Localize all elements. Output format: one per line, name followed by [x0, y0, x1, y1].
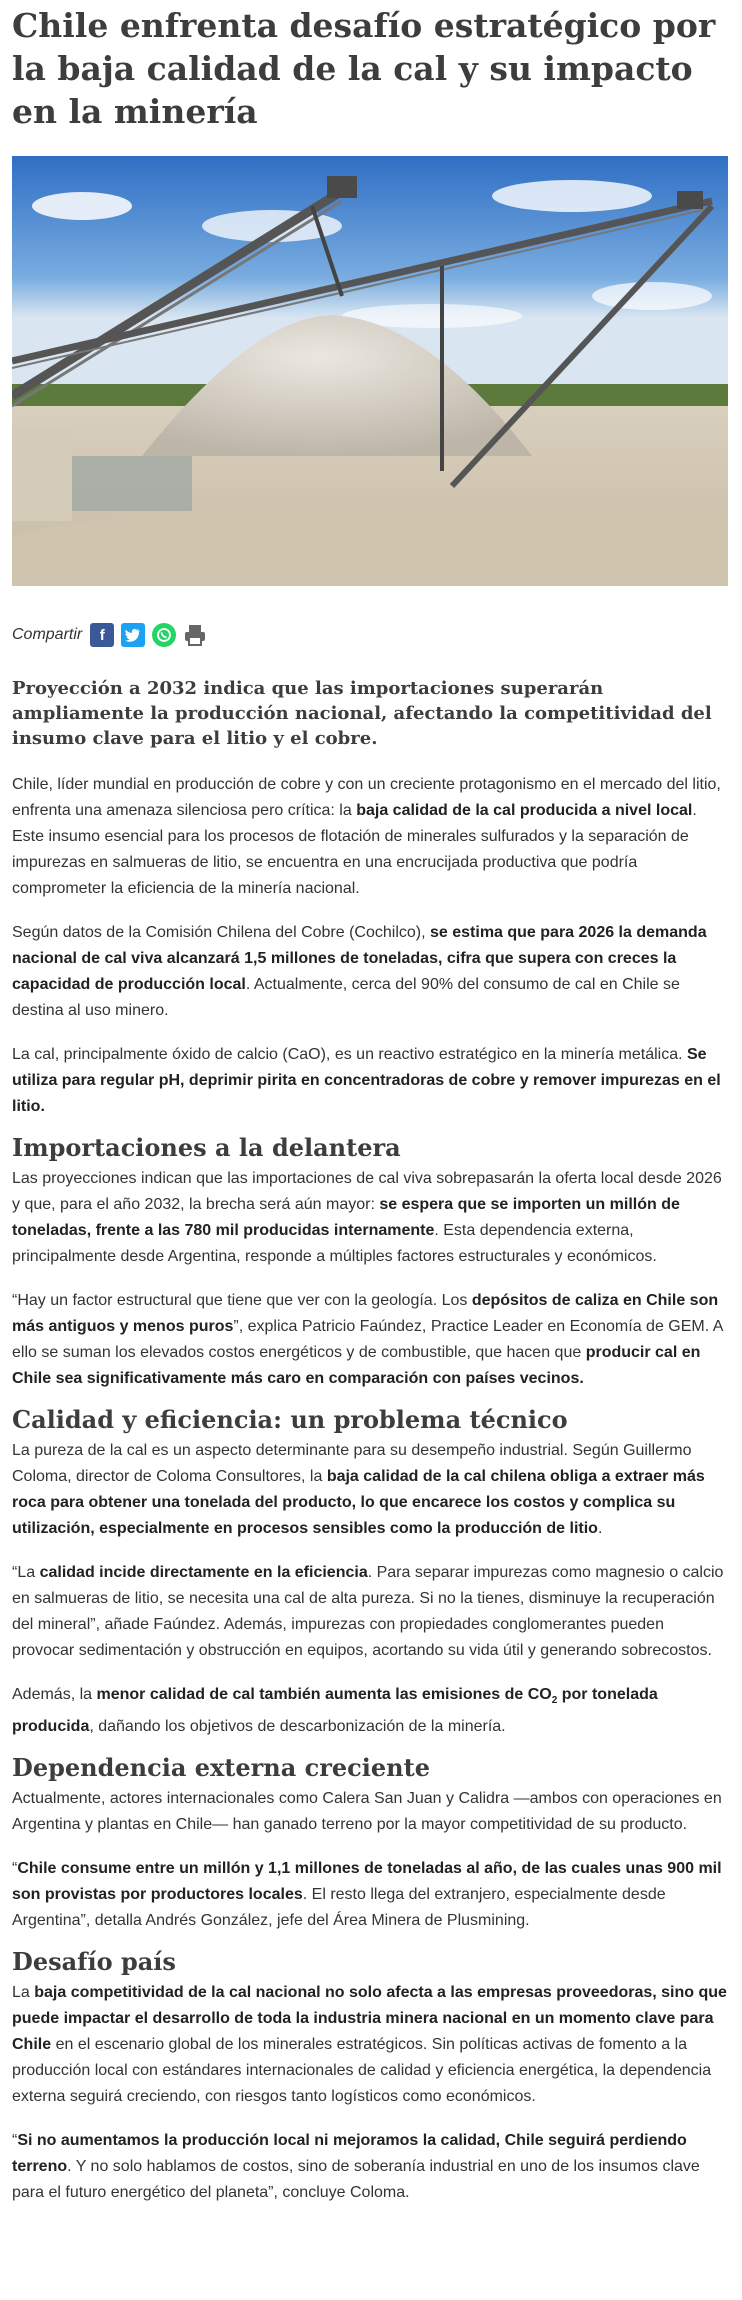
section-heading: Dependencia externa creciente — [12, 1753, 430, 1783]
share-bar — [12, 620, 730, 650]
paragraph: Actualmente, actores internacionales como Calera San Juan y Calidra —ambos con operaciones en Argentina y plantas en Chile— han ganado terreno por la mayor competitividad de su producto. — [12, 1790, 722, 1834]
section-heading: Importaciones a la delantera — [12, 1133, 401, 1162]
share-label: Compartir — [12, 626, 83, 643]
print-icon[interactable] — [183, 623, 207, 647]
article-lead: Proyección a 2032 indica que las importaciones superarán ampliamente la producción nacional, afectando la competitividad del insumo clave para el litio y el cobre. — [12, 678, 712, 749]
article — [0, 4, 742, 2206]
paragraph: La pureza de la cal es un aspecto determinante para su desempeño industrial. Según Guillermo Coloma, director de Coloma Consultores, la baja calidad de la cal chilena obliga a extraer más roca para obtener una tonelada del producto, lo que encarece los costos y complica su utilización, especialmente en procesos sensibles como la producción de litio. — [12, 1442, 705, 1537]
paragraph: Además, la menor calidad de cal también aumenta las emisiones de $CO_2$ por tonelada producida, dañando los objetivos de descarbonización de la minería. — [12, 1686, 658, 1736]
section-heading: Desafío país — [12, 1947, 176, 1977]
paragraph: “Chile consume entre un millón y 1,1 millones de toneladas al año, de las cuales unas 900 mil son provistas por productores locales. El resto llega del extranjero, especialmente desde Argentina”, detalla Andrés González, jefe del Área Minera de Plusmining. — [12, 1860, 722, 1930]
paragraph: La baja competitividad de la cal nacional no solo afecta a las empresas proveedoras, sino que puede impactar el desarrollo de toda la industria minera nacional en un momento clave para Chile en el escenario global de los minerales estratégicos. Sin políticas activas de fomento a la producción local con estándares internacionales de calidad y eficiencia energética, la dependencia externa seguirá creciendo, con riesgos tanto logísticos como económicos. — [12, 1984, 727, 2106]
section-heading: Calidad y eficiencia: un problema técnico — [12, 1405, 568, 1434]
paragraph: Chile, líder mundial en producción de cobre y con un creciente protagonismo en el mercado del litio, enfrenta una amenaza silenciosa pero crítica: la baja calidad de la cal producida a nivel local. Este insumo esencial para los procesos de flotación de minerales sulfurados y la separación de impurezas en salmueras de litio, se encuentra en una encrucijada productiva que podría comprometer la eficiencia de la minería nacional. — [12, 776, 721, 897]
hero-image — [12, 156, 728, 586]
paragraph: La cal, principalmente óxido de calcio (CaO), es un reactivo estratégico en la minería metálica. Se utiliza para regular pH, deprimir pirita en concentradoras de cobre y remover impurezas en el litio. — [12, 1046, 721, 1115]
facebook-icon[interactable]: f — [90, 623, 114, 647]
lime-pile-conveyor-image — [12, 156, 728, 586]
paragraph: “La calidad incide directamente en la eficiencia. Para separar impurezas como magnesio o calcio en salmueras de litio, se necesita una cal de alta pureza. Si no la tienes, disminuye la recuperación del mineral”, añade Faúndez. Además, impurezas con propiedades conglomerantes pueden provocar sedimentación y obstrucción en equipos, acortando su vida útil y generando sobrecostos. — [12, 1564, 724, 1659]
article-title: Chile enfrenta desafío estratégico por la baja calidad de la cal y su impacto en la minería — [12, 6, 716, 131]
paragraph: Las proyecciones indican que las importaciones de cal viva sobrepasarán la oferta local desde 2026 y que, para el año 2032, la brecha será aún mayor: se espera que se importen un millón de toneladas, frente a las 780 mil producidas internamente. Esta dependencia externa, principalmente desde Argentina, responde a múltiples factores estructurales y económicos. — [12, 1170, 722, 1265]
paragraph: “Hay un factor estructural que tiene que ver con la geología. Los depósitos de caliza en Chile son más antiguos y menos puros”, explica Patricio Faúndez, Practice Leader en Economía de GEM. A ello se suman los elevados costos energéticos y de combustible, que hacen que producir cal en Chile sea significativamente más caro en comparación con países vecinos. — [12, 1292, 723, 1387]
paragraph: “Si no aumentamos la producción local ni mejoramos la calidad, Chile seguirá perdiendo terreno. Y no solo hablamos de costos, sino de soberanía industrial en uno de los insumos clave para el futuro energético del planeta”, concluye Coloma. — [12, 2132, 700, 2202]
paragraph: Según datos de la Comisión Chilena del Cobre (Cochilco), se estima que para 2026 la demanda nacional de cal viva alcanzará 1,5 millones de toneladas, cifra que supera con creces la capacidad de producción local. Actualmente, cerca del 90% del consumo de cal en Chile se destina al uso minero. — [12, 924, 707, 1019]
whatsapp-icon[interactable] — [152, 623, 176, 647]
twitter-icon[interactable] — [121, 623, 145, 647]
